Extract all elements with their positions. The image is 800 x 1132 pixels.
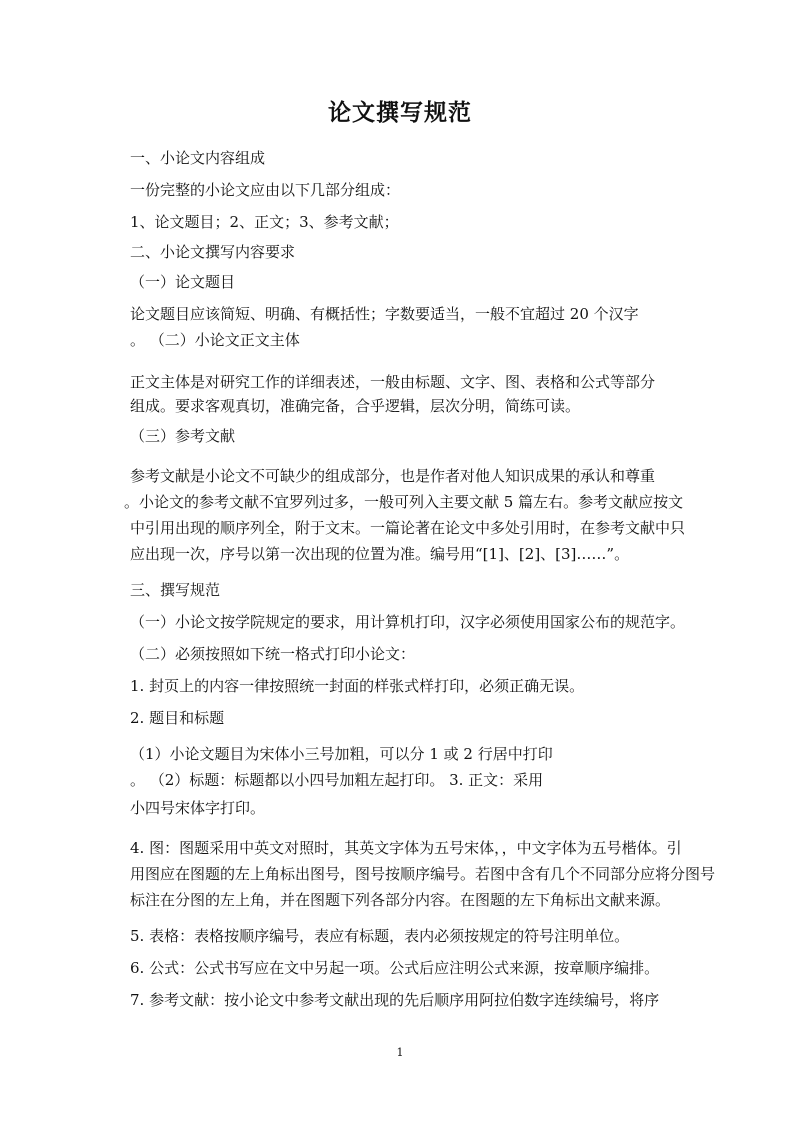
paragraph-line: （1）小论文题目为宋体小三号加粗，可以分 1 或 2 行居中打印: [130, 745, 553, 763]
paragraph-line: 5. 表格：表格按顺序编号，表应有标题，表内必须按规定的符号注明单位。: [130, 927, 630, 945]
paragraph-line: 7. 参考文献：按小论文中参考文献出现的先后顺序用阿拉伯数字连续编号，将序: [130, 991, 660, 1009]
paragraph-line: 参考文献是小论文不可缺少的组成部分，也是作者对他人知识成果的承认和尊重: [130, 467, 656, 485]
paragraph-line: 组成。要求客观真切，准确完备，合乎逻辑，层次分明，简练可读。: [130, 397, 581, 415]
section-heading-3: 三、撰写规范: [130, 581, 221, 599]
paragraph-line: 。 （2）标题：标题都以小四号加粗左起打印。 3. 正文：采用: [130, 771, 544, 789]
paragraph-line: 4. 图：图题采用中英文对照时，其英文字体为五号宋体，，中文字体为五号楷体。引: [130, 839, 682, 857]
paragraph-line: 中引用出现的顺序列全，附于文末。一篇论著在论文中多处引用时，在参考文献中只: [130, 519, 686, 537]
subsection-heading: （三）参考文献: [130, 427, 236, 445]
paragraph-line: 。小论文的参考文献不宜罗列过多，一般可列入主要文献 5 篇左右。参考文献应按文: [124, 493, 684, 511]
paragraph-line: （二）必须按照如下统一格式打印小论文：: [130, 645, 416, 663]
section-heading-1: 一、小论文内容组成: [130, 149, 266, 167]
paragraph-line: 。 （二）小论文正文主体: [130, 331, 300, 349]
paragraph-line: 1、论文题目；2、正文；3、参考文献；: [130, 213, 399, 231]
paragraph-line: 应出现一次，序号以第一次出现的位置为准。编号用“[1]、[2]、[3]……”。: [130, 545, 630, 563]
paragraph-line: 1. 封页上的内容一律按照统一封面的样张式样打印，必须正确无误。: [130, 677, 585, 695]
paragraph-line: 6. 公式：公式书写应在文中另起一项。公式后应注明公式来源，按章顺序编排。: [130, 959, 660, 977]
paragraph-line: 标注在分图的左上角，并在图题下列各部分内容。在图题的左下角标出文献来源。: [130, 891, 671, 909]
paragraph-line: 论文题目应该简短、明确、有概括性；字数要适当，一般不宜超过 20 个汉字: [130, 305, 639, 323]
paragraph-line: 用图应在图题的左上角标出图号，图号按顺序编号。若图中含有几个不同部分应将分图号: [130, 865, 716, 883]
paragraph-line: 小四号宋体字打印。: [130, 799, 266, 817]
page-title: 论文撰写规范: [328, 99, 472, 126]
page-number: 1: [396, 1046, 404, 1059]
subsection-heading: （一）论文题目: [130, 273, 236, 291]
paragraph-line: （一）小论文按学院规定的要求，用计算机打印，汉字必须使用国家公布的规范字。: [130, 613, 686, 631]
paragraph-line: 正文主体是对研究工作的详细表述，一般由标题、文字、图、表格和公式等部分: [130, 373, 656, 391]
paragraph-line: 2. 题目和标题: [130, 709, 225, 727]
section-heading-2: 二、小论文撰写内容要求: [130, 243, 296, 261]
paragraph-line: 一份完整的小论文应由以下几部分组成：: [130, 181, 401, 199]
